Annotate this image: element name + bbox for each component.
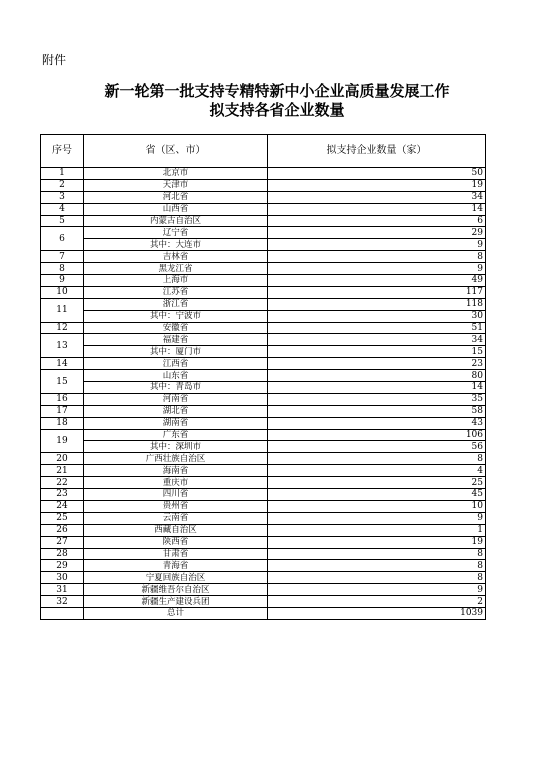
row-count: 50 [268, 168, 486, 180]
table-row [41, 548, 486, 560]
row-count: 9 [268, 584, 486, 596]
row-count: 14 [268, 382, 486, 394]
row-province: 新疆维吾尔自治区 [84, 584, 268, 596]
total-count: 1039 [268, 607, 486, 619]
row-count: 49 [268, 275, 486, 287]
row-province: 其中：深圳市 [84, 441, 268, 453]
row-seq: 17 [41, 405, 84, 417]
row-seq: 20 [41, 453, 84, 465]
row-province: 重庆市 [84, 477, 268, 489]
row-count: 19 [268, 179, 486, 191]
row-count: 1 [268, 524, 486, 536]
row-province: 黑龙江省 [84, 263, 268, 275]
table-row [41, 286, 486, 298]
row-count: 117 [268, 286, 486, 298]
row-seq: 10 [41, 286, 84, 298]
row-count: 45 [268, 489, 486, 501]
row-seq: 27 [41, 536, 84, 548]
row-province: 江西省 [84, 358, 268, 370]
row-province: 宁夏回族自治区 [84, 572, 268, 584]
table-row [41, 310, 486, 322]
table-row [41, 417, 486, 429]
row-count: 29 [268, 227, 486, 239]
row-count: 8 [268, 453, 486, 465]
row-province: 吉林省 [84, 251, 268, 263]
attachment-label: 附件 [42, 53, 67, 67]
row-province: 海南省 [84, 465, 268, 477]
row-count: 56 [268, 441, 486, 453]
row-seq: 28 [41, 548, 84, 560]
row-province: 陕西省 [84, 536, 268, 548]
table-row [41, 215, 486, 227]
row-province: 浙江省 [84, 298, 268, 310]
table-row [41, 596, 486, 608]
row-province: 其中：大连市 [84, 239, 268, 251]
table-row [41, 179, 486, 191]
row-count: 106 [268, 429, 486, 441]
table-row [41, 370, 486, 382]
row-count: 15 [268, 346, 486, 358]
row-count: 58 [268, 405, 486, 417]
header-province: 省（区、市） [84, 135, 268, 168]
document-title-line-2: 拟支持各省企业数量 [209, 101, 345, 119]
table-body [41, 168, 486, 608]
row-province: 新疆生产建设兵团 [84, 596, 268, 608]
row-count: 2 [268, 596, 486, 608]
row-count: 51 [268, 322, 486, 334]
row-seq: 29 [41, 560, 84, 572]
row-count: 35 [268, 393, 486, 405]
row-seq: 14 [41, 358, 84, 370]
row-count: 80 [268, 370, 486, 382]
row-seq: 31 [41, 584, 84, 596]
row-count: 8 [268, 548, 486, 560]
row-count: 9 [268, 263, 486, 275]
row-province: 天津市 [84, 179, 268, 191]
row-province: 福建省 [84, 334, 268, 346]
row-seq: 4 [41, 203, 84, 215]
row-count: 9 [268, 239, 486, 251]
row-province: 贵州省 [84, 500, 268, 512]
row-seq: 9 [41, 275, 84, 287]
table-row [41, 334, 486, 346]
table-row [41, 572, 486, 584]
row-count: 6 [268, 215, 486, 227]
row-count: 8 [268, 560, 486, 572]
row-seq: 23 [41, 489, 84, 501]
table-row [41, 298, 486, 310]
table-row [41, 191, 486, 203]
row-count: 118 [268, 298, 486, 310]
row-province: 青海省 [84, 560, 268, 572]
table-header-row [41, 135, 486, 168]
row-count: 25 [268, 477, 486, 489]
row-count: 9 [268, 512, 486, 524]
row-count: 8 [268, 572, 486, 584]
document-title-line-1: 新一轮第一批支持专精特新中小企业高质量发展工作 [104, 82, 450, 100]
table-row [41, 168, 486, 180]
row-province: 其中：宁波市 [84, 310, 268, 322]
row-province: 北京市 [84, 168, 268, 180]
row-seq: 30 [41, 572, 84, 584]
row-province: 四川省 [84, 489, 268, 501]
table-row [41, 536, 486, 548]
table-row [41, 382, 486, 394]
row-province: 安徽省 [84, 322, 268, 334]
row-province: 其中：厦门市 [84, 346, 268, 358]
row-province: 其中：青岛市 [84, 382, 268, 394]
table-row [41, 239, 486, 251]
row-province: 河北省 [84, 191, 268, 203]
row-count: 8 [268, 251, 486, 263]
row-province: 山西省 [84, 203, 268, 215]
row-seq: 3 [41, 191, 84, 203]
table-row [41, 393, 486, 405]
row-count: 43 [268, 417, 486, 429]
table-row [41, 465, 486, 477]
table-row [41, 405, 486, 417]
table-row [41, 227, 486, 239]
row-seq: 1 [41, 168, 84, 180]
table-row [41, 560, 486, 572]
row-province: 广西壮族自治区 [84, 453, 268, 465]
table-row [41, 275, 486, 287]
row-seq: 18 [41, 417, 84, 429]
row-province: 江苏省 [84, 286, 268, 298]
row-seq: 32 [41, 596, 84, 608]
row-count: 19 [268, 536, 486, 548]
table-row [41, 203, 486, 215]
row-seq: 2 [41, 179, 84, 191]
row-count: 4 [268, 465, 486, 477]
row-seq: 21 [41, 465, 84, 477]
row-count: 14 [268, 203, 486, 215]
header-count: 拟支持企业数量（家） [268, 135, 486, 168]
row-province: 内蒙古自治区 [84, 215, 268, 227]
row-seq: 11 [41, 298, 84, 322]
row-province: 湖南省 [84, 417, 268, 429]
row-seq: 15 [41, 370, 84, 394]
table-row [41, 524, 486, 536]
row-province: 河南省 [84, 393, 268, 405]
table-row [41, 358, 486, 370]
table-row [41, 441, 486, 453]
table-row [41, 500, 486, 512]
row-count: 23 [268, 358, 486, 370]
row-seq: 8 [41, 263, 84, 275]
table-row [41, 322, 486, 334]
row-province: 辽宁省 [84, 227, 268, 239]
table-row [41, 477, 486, 489]
row-province: 山东省 [84, 370, 268, 382]
row-seq: 7 [41, 251, 84, 263]
row-count: 34 [268, 191, 486, 203]
table-row [41, 512, 486, 524]
row-seq: 13 [41, 334, 84, 358]
row-province: 上海市 [84, 275, 268, 287]
row-count: 34 [268, 334, 486, 346]
total-label: 总计 [84, 607, 268, 619]
enterprise-count-table [40, 134, 486, 620]
row-province: 西藏自治区 [84, 524, 268, 536]
table-row [41, 429, 486, 441]
row-seq: 22 [41, 477, 84, 489]
table-row [41, 251, 486, 263]
row-province: 甘肃省 [84, 548, 268, 560]
total-seq-cell [41, 607, 84, 619]
row-seq: 26 [41, 524, 84, 536]
row-seq: 16 [41, 393, 84, 405]
table-row [41, 346, 486, 358]
table-row [41, 453, 486, 465]
row-seq: 19 [41, 429, 84, 453]
total-row [41, 607, 486, 619]
row-seq: 12 [41, 322, 84, 334]
table-row [41, 489, 486, 501]
row-province: 广东省 [84, 429, 268, 441]
row-seq: 5 [41, 215, 84, 227]
header-seq: 序号 [41, 135, 84, 168]
row-seq: 6 [41, 227, 84, 251]
table-row [41, 263, 486, 275]
row-count: 10 [268, 500, 486, 512]
row-province: 湖北省 [84, 405, 268, 417]
table-row [41, 584, 486, 596]
row-province: 云南省 [84, 512, 268, 524]
row-count: 30 [268, 310, 486, 322]
row-seq: 25 [41, 512, 84, 524]
row-seq: 24 [41, 500, 84, 512]
